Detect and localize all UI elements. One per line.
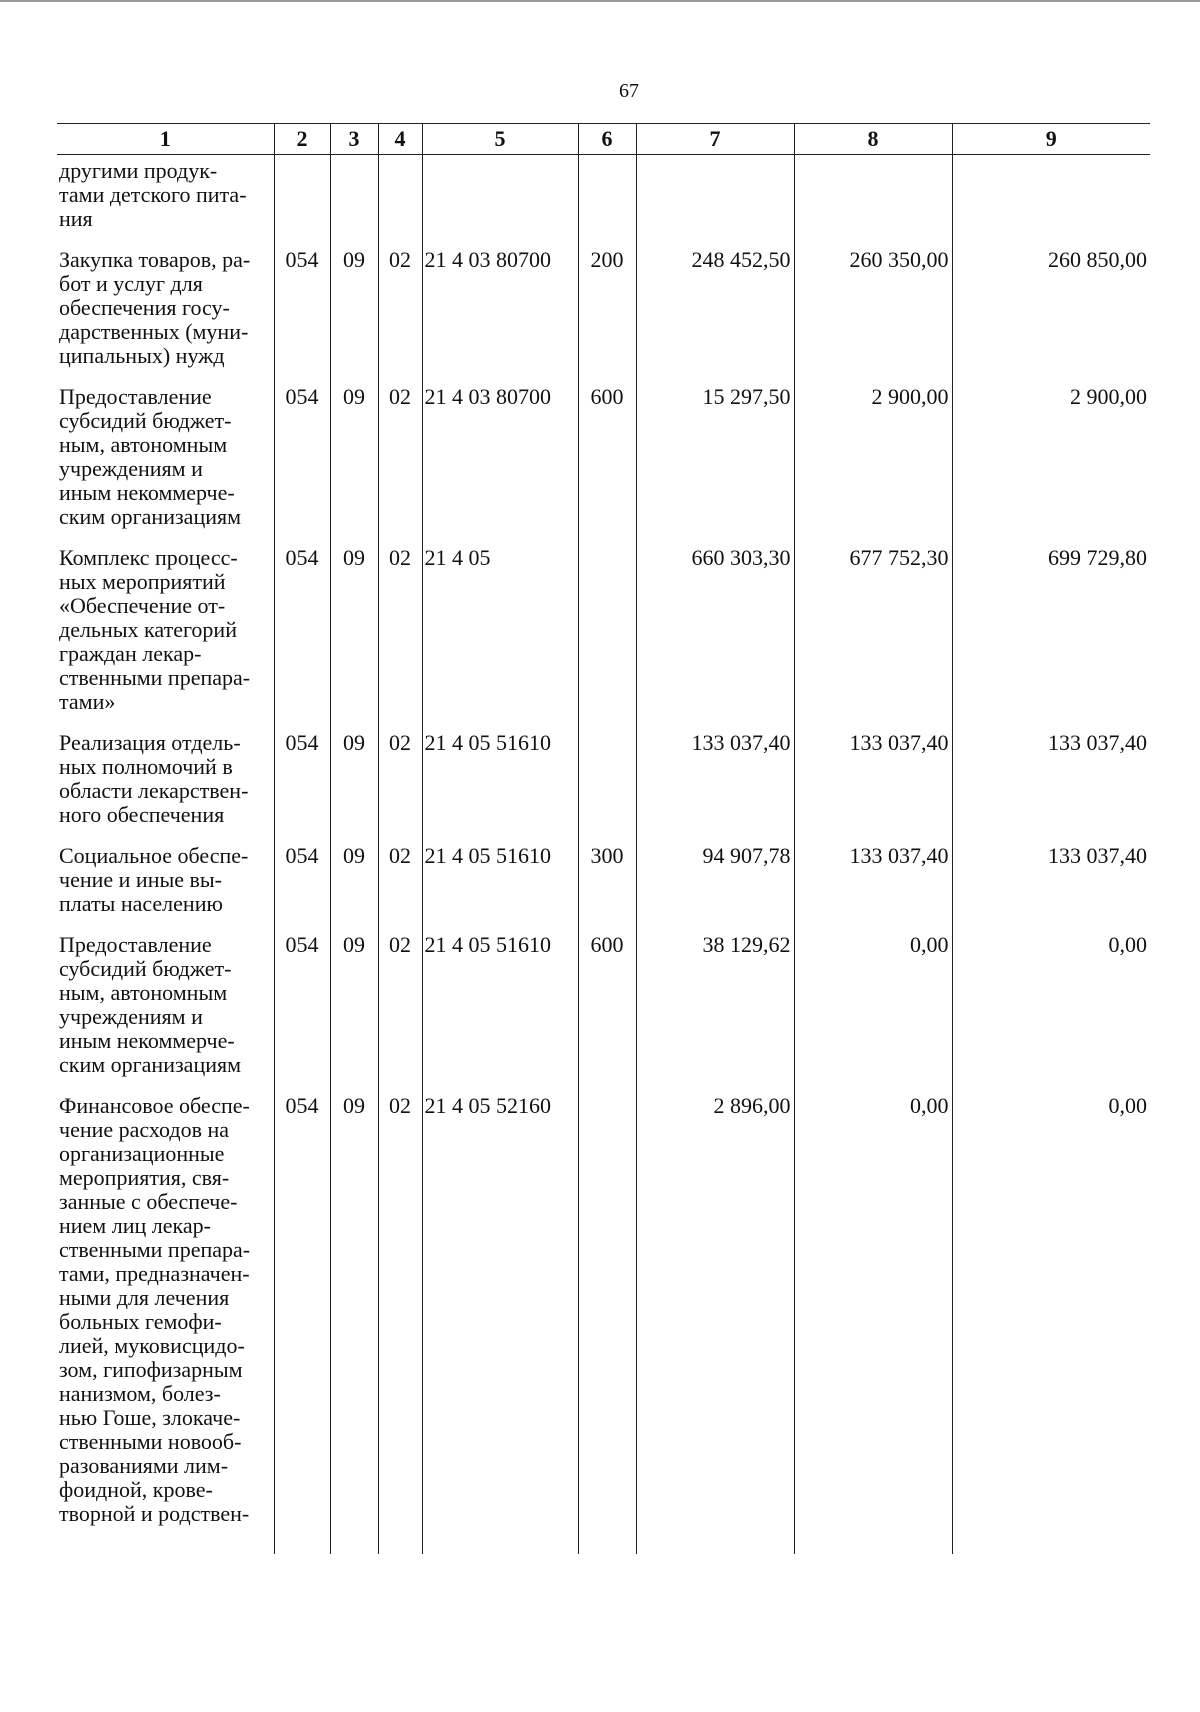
column-header: 4 (378, 124, 422, 155)
table-row (57, 248, 1150, 385)
column-header: 1 (57, 124, 274, 155)
amount-col7: 15 297,50 (636, 385, 794, 546)
target-article: 21 4 05 51610 (422, 933, 578, 1094)
amount-col8: 677 752,30 (794, 546, 952, 731)
amount-col9: 260 850,00 (952, 248, 1150, 385)
scan-edge (0, 0, 1200, 2)
ministry-code (274, 155, 330, 249)
amount-col9: 0,00 (952, 933, 1150, 1094)
amount-col9: 699 729,80 (952, 546, 1150, 731)
amount-col9: 2 900,00 (952, 385, 1150, 546)
amount-col8: 0,00 (794, 933, 952, 1094)
ministry-code: 054 (274, 1094, 330, 1554)
table-row (57, 731, 1150, 844)
amount-col8: 133 037,40 (794, 844, 952, 933)
budget-table (57, 123, 1150, 1554)
section-code: 09 (330, 248, 378, 385)
expense-type: 200 (578, 248, 636, 385)
item-name: другими продук- тами детского пита- ния (57, 155, 274, 249)
amount-col9 (952, 155, 1150, 249)
expense-type: 300 (578, 844, 636, 933)
column-header: 7 (636, 124, 794, 155)
table-row (57, 385, 1150, 546)
expense-type: 600 (578, 933, 636, 1094)
ministry-code: 054 (274, 248, 330, 385)
amount-col8 (794, 155, 952, 249)
subsection-code: 02 (378, 844, 422, 933)
subsection-code: 02 (378, 1094, 422, 1554)
ministry-code: 054 (274, 731, 330, 844)
amount-col9: 133 037,40 (952, 731, 1150, 844)
column-header: 2 (274, 124, 330, 155)
header-row (57, 124, 1150, 155)
ministry-code: 054 (274, 385, 330, 546)
target-article: 21 4 05 51610 (422, 731, 578, 844)
subsection-code: 02 (378, 546, 422, 731)
subsection-code: 02 (378, 933, 422, 1094)
section-code: 09 (330, 385, 378, 546)
item-name: Закупка товаров, ра- бот и услуг для обеспечения госу- дарственных (муни- ципальных) нужд (57, 248, 274, 385)
section-code: 09 (330, 546, 378, 731)
item-name: Финансовое обеспе- чение расходов на организационные мероприятия, свя- занные с обеспече- нием лиц лекар- ственными препара- тами, предназначен- ными для лечения больных гемофи- лией, муковисцидо- зом, гипофизарным нанизмом, болез- нью Гоше, злокаче- ственными новооб- разованиями лим- фоидной, крове- творной и родствен- (57, 1094, 274, 1554)
amount-col9: 133 037,40 (952, 844, 1150, 933)
amount-col7: 2 896,00 (636, 1094, 794, 1554)
section-code: 09 (330, 1094, 378, 1554)
subsection-code: 02 (378, 731, 422, 844)
amount-col8: 2 900,00 (794, 385, 952, 546)
expense-type (578, 155, 636, 249)
table-row (57, 933, 1150, 1094)
column-header: 5 (422, 124, 578, 155)
section-code: 09 (330, 731, 378, 844)
item-name: Предоставление субсидий бюджет- ным, автономным учреждениям и иным некоммерче- ским организациям (57, 933, 274, 1094)
ministry-code: 054 (274, 546, 330, 731)
section-code: 09 (330, 844, 378, 933)
expense-type (578, 1094, 636, 1554)
section-code: 09 (330, 933, 378, 1094)
subsection-code: 02 (378, 248, 422, 385)
target-article (422, 155, 578, 249)
table-row (57, 1094, 1150, 1554)
ministry-code: 054 (274, 933, 330, 1094)
amount-col7: 38 129,62 (636, 933, 794, 1094)
ministry-code: 054 (274, 844, 330, 933)
expense-type (578, 731, 636, 844)
item-name: Предоставление субсидий бюджет- ным, автономным учреждениям и иным некоммерче- ским организациям (57, 385, 274, 546)
item-name: Социальное обеспе- чение и иные вы- платы населению (57, 844, 274, 933)
expense-type (578, 546, 636, 731)
amount-col8: 0,00 (794, 1094, 952, 1554)
column-header: 9 (952, 124, 1150, 155)
expense-type: 600 (578, 385, 636, 546)
amount-col9: 0,00 (952, 1094, 1150, 1554)
table-row (57, 546, 1150, 731)
target-article: 21 4 05 (422, 546, 578, 731)
section-code (330, 155, 378, 249)
subsection-code: 02 (378, 385, 422, 546)
amount-col7: 248 452,50 (636, 248, 794, 385)
amount-col8: 133 037,40 (794, 731, 952, 844)
column-header: 8 (794, 124, 952, 155)
page-number: 67 (619, 80, 639, 102)
target-article: 21 4 05 52160 (422, 1094, 578, 1554)
item-name: Комплекс процесс- ных мероприятий «Обеспечение от- дельных категорий граждан лекар- ственными препара- тами» (57, 546, 274, 731)
target-article: 21 4 03 80700 (422, 248, 578, 385)
column-header: 3 (330, 124, 378, 155)
target-article: 21 4 05 51610 (422, 844, 578, 933)
amount-col7: 133 037,40 (636, 731, 794, 844)
amount-col8: 260 350,00 (794, 248, 952, 385)
amount-col7: 94 907,78 (636, 844, 794, 933)
table-row (57, 155, 1150, 249)
item-name: Реализация отдель- ных полномочий в области лекарствен- ного обеспечения (57, 731, 274, 844)
subsection-code (378, 155, 422, 249)
amount-col7 (636, 155, 794, 249)
amount-col7: 660 303,30 (636, 546, 794, 731)
target-article: 21 4 03 80700 (422, 385, 578, 546)
table-row (57, 844, 1150, 933)
column-header: 6 (578, 124, 636, 155)
